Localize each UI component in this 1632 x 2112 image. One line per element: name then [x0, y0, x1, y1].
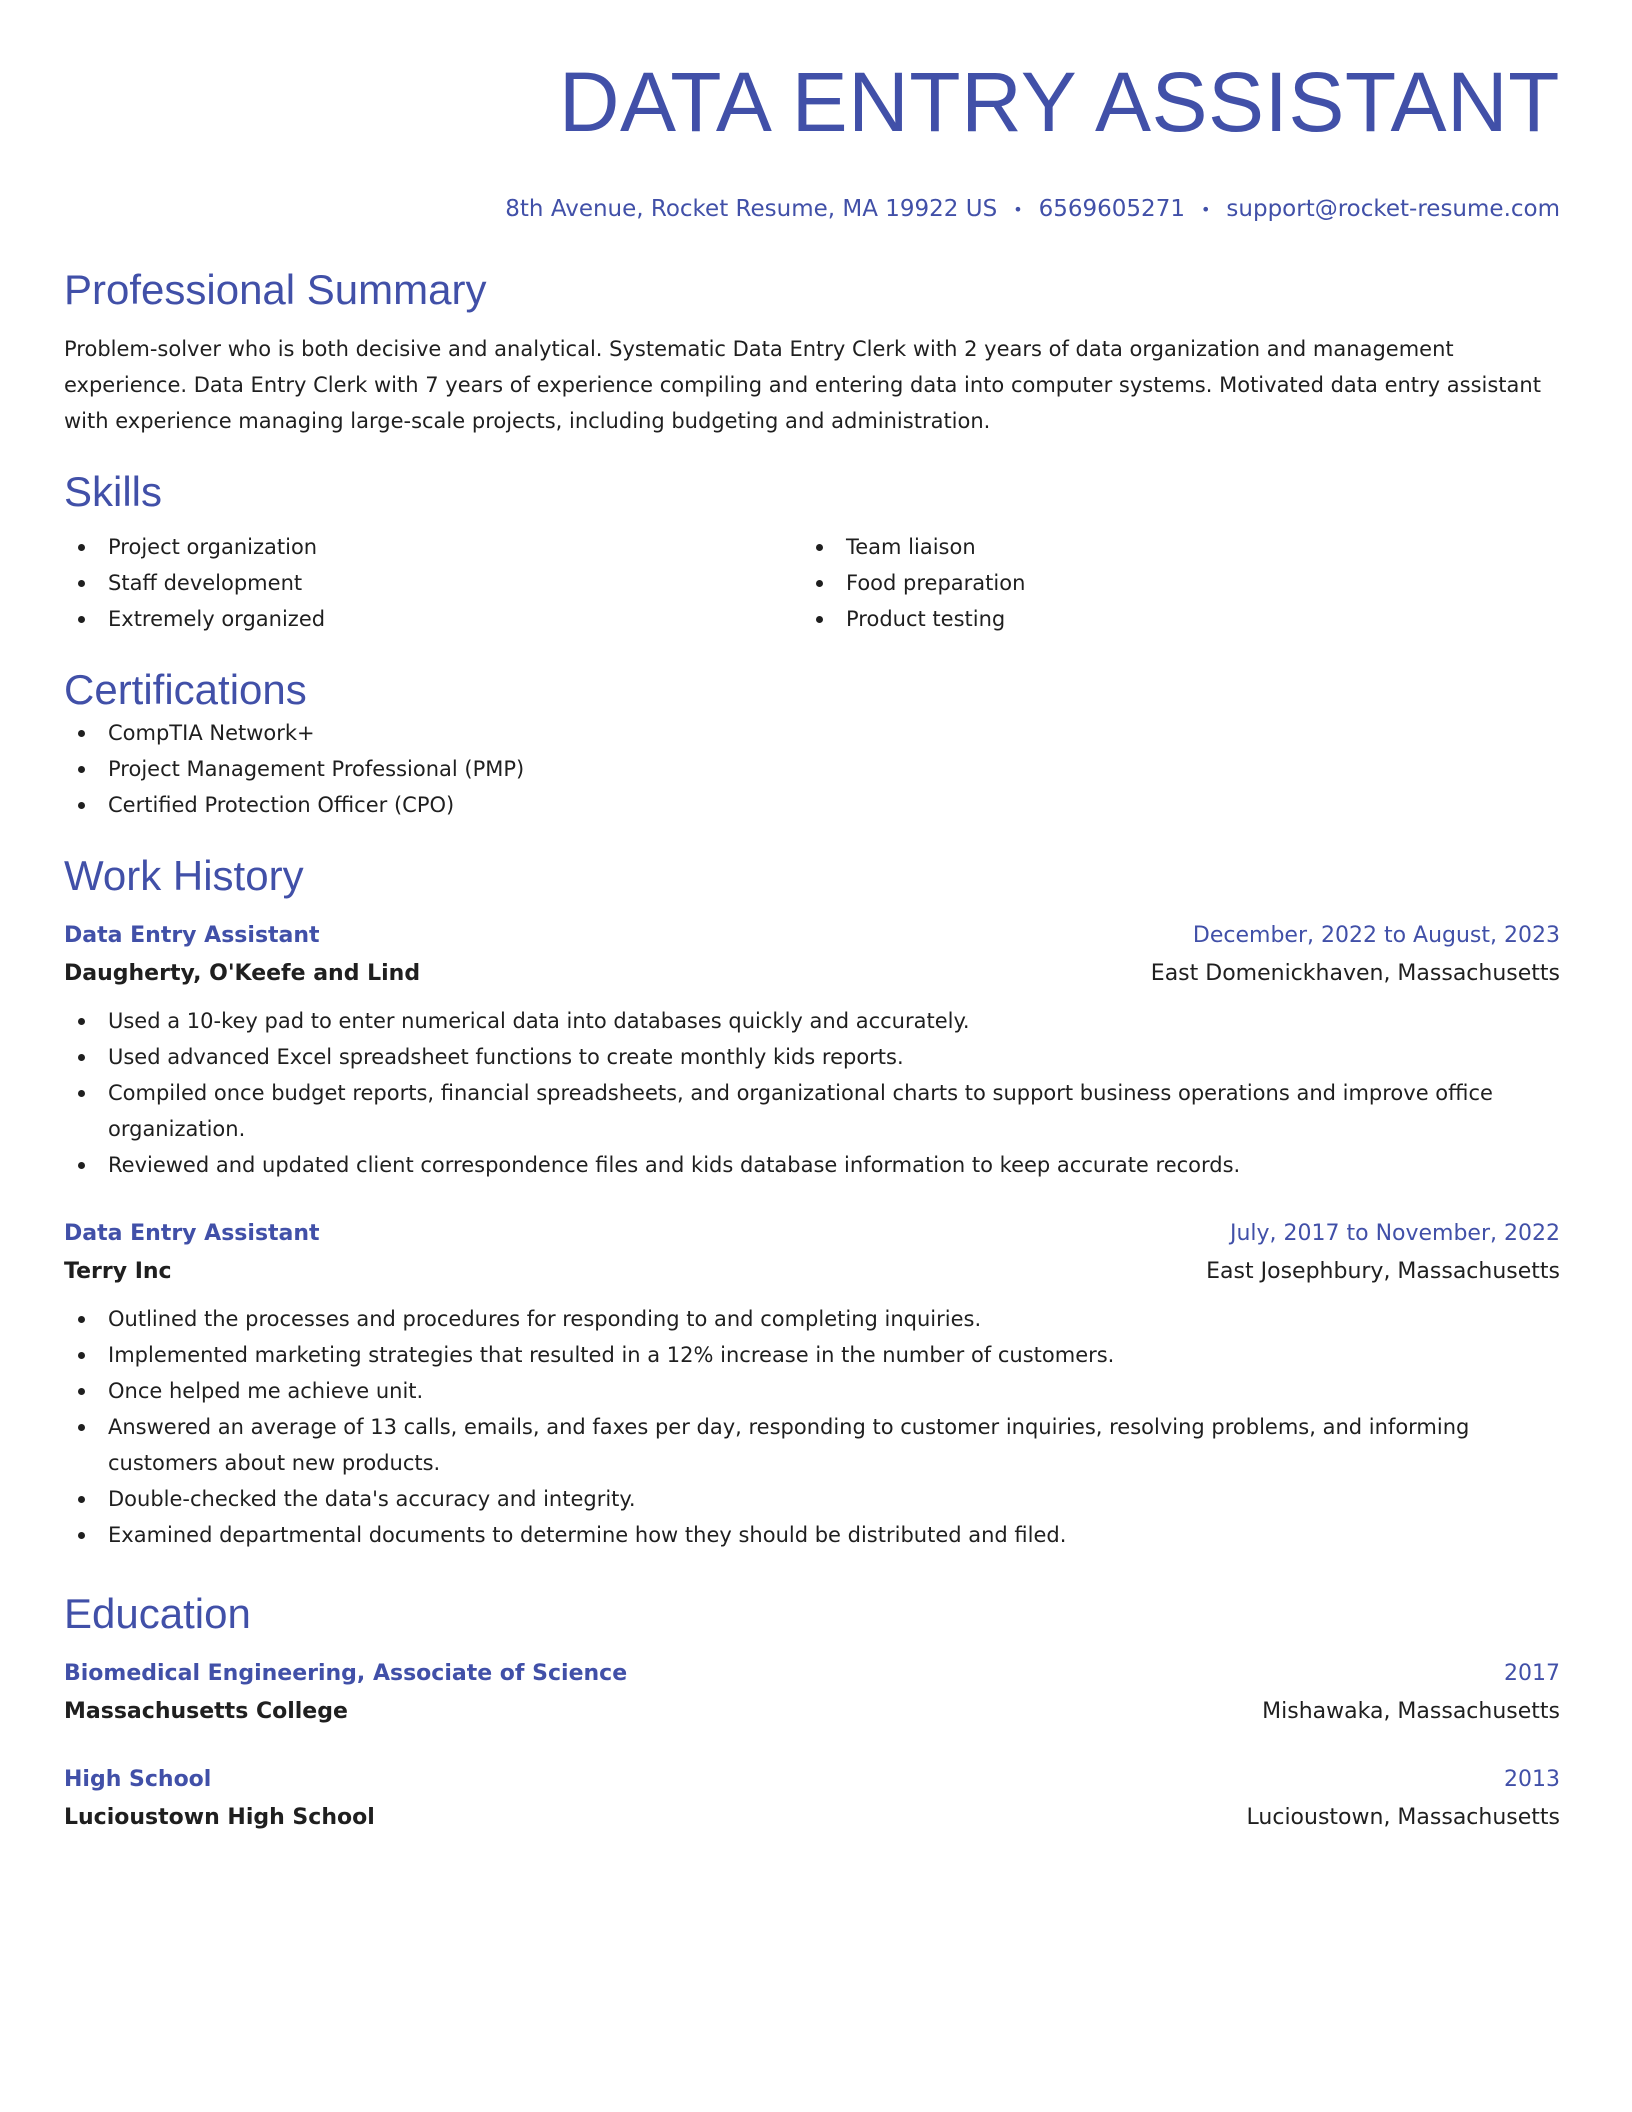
section-title-education: Education	[64, 1589, 251, 1637]
bullet	[78, 1532, 85, 1539]
certification-label: Certified Protection Officer (CPO)	[108, 792, 455, 817]
skill-label: Project organization	[108, 534, 318, 559]
list-item	[64, 715, 1560, 751]
job-title: Data Entry Assistant	[64, 922, 320, 948]
bullet-text: Used advanced Excel spreadsheet functions to create monthly kids reports.	[108, 1044, 904, 1069]
list-item	[802, 601, 1540, 637]
bullet	[78, 616, 85, 623]
job-location: East Domenickhaven, Massachusetts	[1150, 960, 1560, 986]
list-item	[802, 565, 1540, 601]
skill-label: Food preparation	[846, 570, 1026, 595]
degree-name: High School	[64, 1766, 212, 1792]
list-item	[64, 565, 802, 601]
job-title: Data Entry Assistant	[64, 1220, 320, 1246]
skills-column-left	[64, 529, 802, 637]
skills-column-right	[802, 529, 1540, 637]
bullet	[78, 1018, 85, 1025]
list-item	[64, 1147, 1560, 1183]
school-name: Massachusetts College	[64, 1698, 348, 1724]
bullet	[78, 730, 85, 737]
job-entry	[64, 1215, 1560, 1553]
skill-label: Team liaison	[846, 534, 976, 559]
list-item	[64, 1517, 1560, 1553]
list-item	[64, 1075, 1560, 1147]
bullet-text: Double-checked the data's accuracy and integrity.	[108, 1486, 636, 1511]
bullet	[816, 616, 823, 623]
bullet	[816, 580, 823, 587]
list-item	[802, 529, 1540, 565]
job-location: East Josephbury, Massachusetts	[1206, 1258, 1560, 1284]
certification-label: Project Management Professional (PMP)	[108, 756, 525, 781]
contact-address: 8th Avenue, Rocket Resume, MA 19922 US	[505, 196, 998, 222]
bullet	[78, 1424, 85, 1431]
skill-label: Staff development	[108, 570, 303, 595]
certification-label: CompTIA Network+	[108, 720, 315, 745]
list-item	[64, 787, 1560, 823]
list-item	[64, 1481, 1560, 1517]
list-item	[64, 1039, 1560, 1075]
list-item	[64, 1373, 1560, 1409]
contact-phone: 6569605271	[1038, 196, 1185, 222]
summary-text: Problem-solver who is both decisive and analytical. Systematic Data Entry Clerk with 2 years of data organization and management experience. Data Entry Clerk with 7 years of experience compiling and entering data into computer systems. Motivated data entry assistant with experience managing large-scale projects, including budgeting and administration.	[64, 336, 1541, 433]
bullet	[78, 1162, 85, 1169]
job-entry	[64, 917, 1560, 1183]
bullet	[78, 1090, 85, 1097]
list-item	[64, 1409, 1560, 1481]
section-title-summary: Professional Summary	[64, 265, 487, 313]
bullet-text: Examined departmental documents to determine how they should be distributed and filed.	[108, 1522, 1067, 1547]
bullet	[78, 1352, 85, 1359]
list-item	[64, 1003, 1560, 1039]
job-dates: December, 2022 to August, 2023	[1192, 922, 1560, 948]
section-title-work-history: Work History	[64, 851, 304, 899]
school-location: Mishawaka, Massachusetts	[1262, 1698, 1560, 1724]
list-item	[64, 1337, 1560, 1373]
company-name: Terry Inc	[64, 1258, 172, 1284]
bullet	[78, 1496, 85, 1503]
bullet-text: Compiled once budget reports, financial spreadsheets, and organizational charts to support business operations and improve office organization.	[108, 1080, 1493, 1141]
graduation-year: 2017	[1504, 1660, 1560, 1686]
bullet	[78, 1388, 85, 1395]
contact-email[interactable]: support@rocket-resume.com	[1226, 196, 1560, 222]
skill-label: Extremely organized	[108, 606, 326, 631]
bullet	[78, 1316, 85, 1323]
list-item	[64, 601, 802, 637]
bullet-text: Once helped me achieve unit.	[108, 1378, 424, 1403]
bullet	[78, 1054, 85, 1061]
section-title-skills: Skills	[64, 467, 163, 515]
bullet	[78, 802, 85, 809]
bullet	[816, 544, 823, 551]
resume-name: DATA ENTRY ASSISTANT	[558, 55, 1560, 149]
degree-name: Biomedical Engineering, Associate of Science	[64, 1660, 628, 1686]
section-title-certifications: Certifications	[64, 665, 307, 713]
bullet-text: Answered an average of 13 calls, emails, and faxes per day, responding to customer inquiries, resolving problems, and informing customers about new products.	[108, 1414, 1470, 1475]
skills-grid	[64, 529, 1560, 637]
resume-page	[64, 0, 1560, 1837]
list-item	[64, 1301, 1560, 1337]
bullet-text: Implemented marketing strategies that resulted in a 12% increase in the number of customers.	[108, 1342, 1115, 1367]
education-entry	[64, 1655, 1560, 1731]
bullet	[78, 580, 85, 587]
graduation-year: 2013	[1504, 1766, 1560, 1792]
list-item	[64, 529, 802, 565]
bullet-text: Reviewed and updated client correspondence files and kids database information to keep accurate records.	[108, 1152, 1241, 1177]
bullet	[78, 544, 85, 551]
bullet-text: Outlined the processes and procedures for responding to and completing inquiries.	[108, 1306, 982, 1331]
list-item	[64, 751, 1560, 787]
separator-dot: •	[1013, 199, 1023, 219]
contact-line	[64, 192, 1560, 227]
bullet-text: Used a 10-key pad to enter numerical data into databases quickly and accurately.	[108, 1008, 970, 1033]
separator-dot: •	[1200, 199, 1211, 219]
company-name: Daugherty, O'Keefe and Lind	[64, 960, 421, 986]
certification-list	[64, 715, 1560, 823]
school-name: Lucioustown High School	[64, 1804, 375, 1830]
skill-label: Product testing	[846, 606, 1006, 631]
job-bullets	[64, 1003, 1560, 1183]
job-bullets	[64, 1301, 1560, 1553]
school-location: Lucioustown, Massachusetts	[1246, 1804, 1560, 1830]
job-dates: July, 2017 to November, 2022	[1229, 1220, 1560, 1246]
bullet	[78, 766, 85, 773]
education-entry	[64, 1761, 1560, 1837]
